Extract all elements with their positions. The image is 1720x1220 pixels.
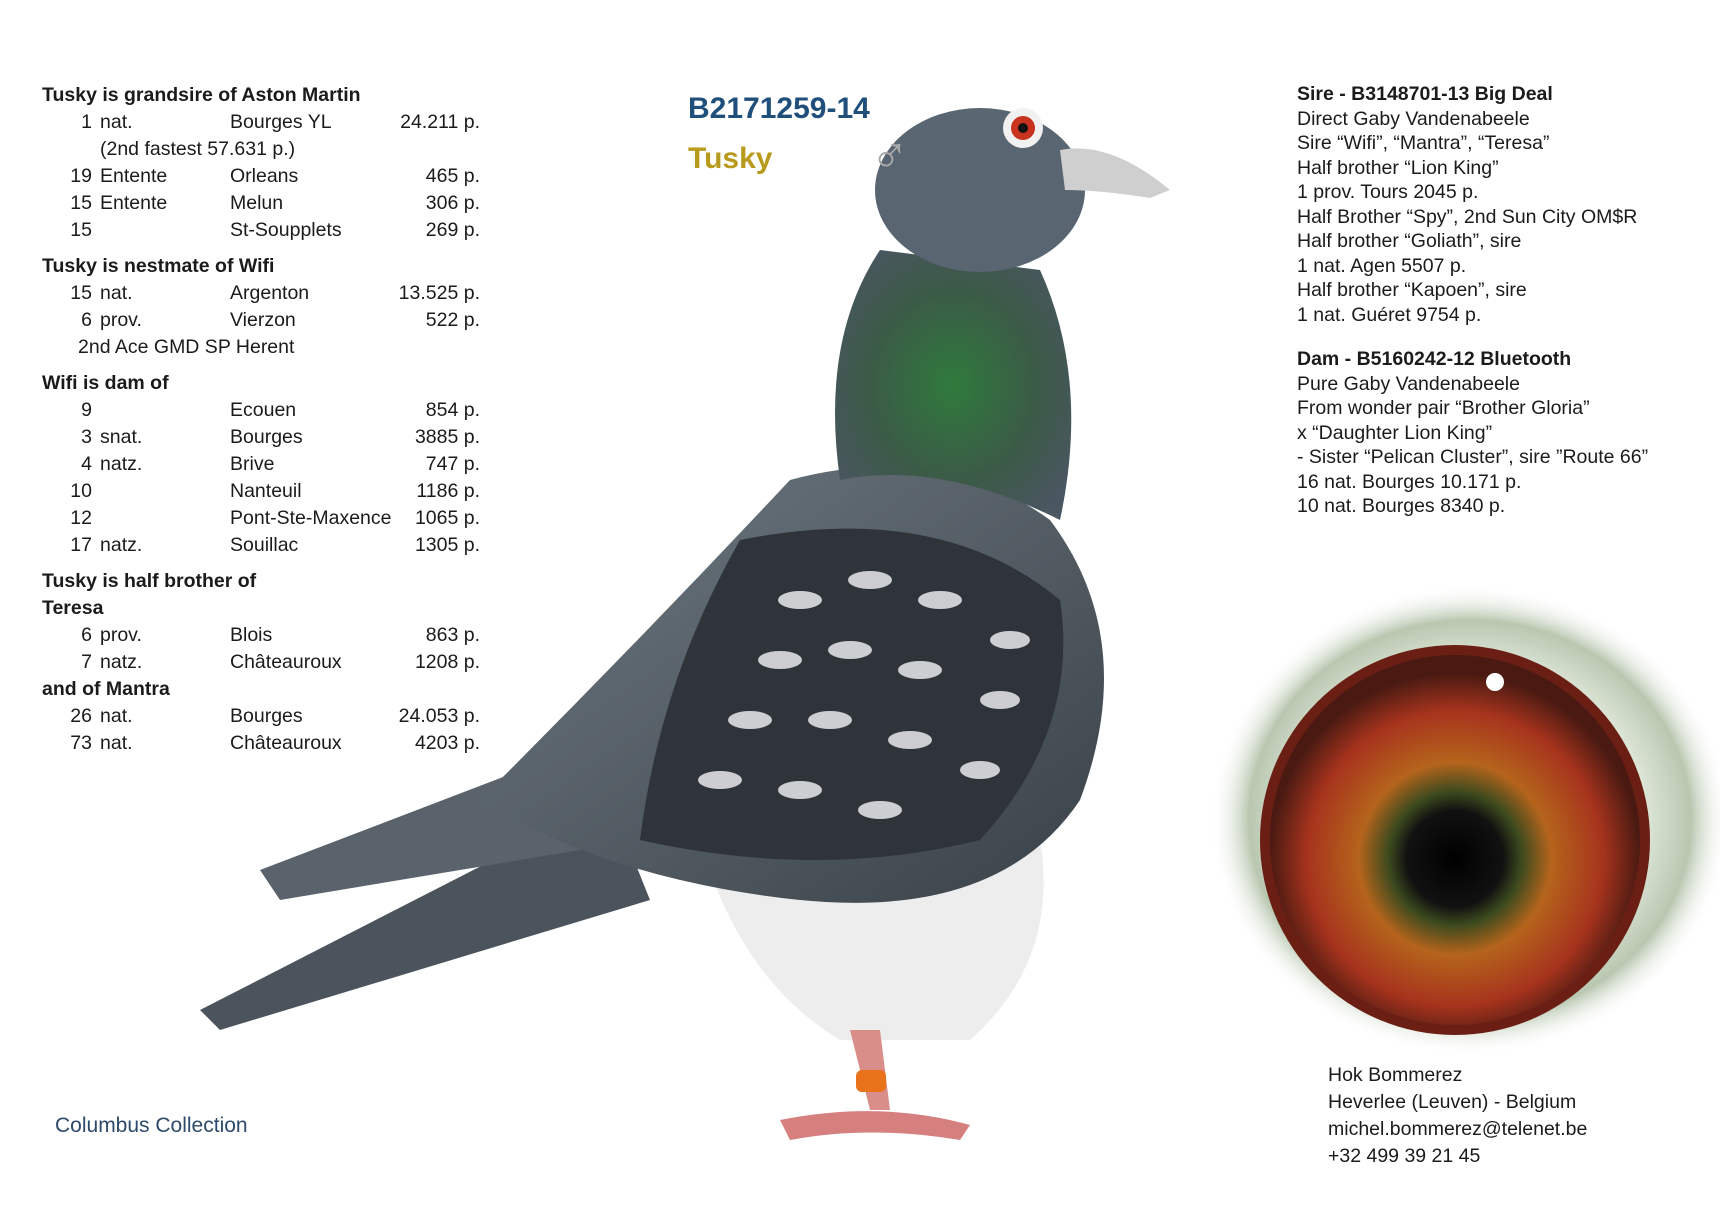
dam-of-title: Wifi is dam of xyxy=(42,372,169,394)
result-row: 6 prov. Vierzon 522 p. xyxy=(81,309,480,331)
pedigree-line: Pure Gaby Vandenabeele xyxy=(1297,372,1520,395)
pedigree-line: Half brother “Kapoen”, sire xyxy=(1297,279,1527,301)
pedigree-line: 1 nat. Guéret 9754 p. xyxy=(1297,303,1482,326)
result-row: 26 nat. Bourges 24.053 p. xyxy=(70,705,480,727)
result-row: 15 St-Soupplets 269 p. xyxy=(70,219,480,241)
pedigree-line: Half brother “Lion King” xyxy=(1297,156,1499,179)
collection-label: Columbus Collection xyxy=(55,1114,248,1137)
result-row: 73 nat. Châteauroux 4203 p. xyxy=(70,732,480,754)
loft-location: Heverlee (Leuven) - Belgium xyxy=(1328,1091,1577,1113)
male-symbol-icon: ♂ xyxy=(870,127,909,185)
pigeon-illustration xyxy=(180,80,1290,1180)
half-brother-title: Tusky is half brother of xyxy=(42,570,257,592)
dam-title: Dam - B5160242-12 Bluetooth xyxy=(1297,348,1572,370)
pedigree-line: 1 prov. Tours 2045 p. xyxy=(1297,181,1479,203)
loft-name: Hok Bommerez xyxy=(1328,1064,1463,1086)
pedigree-line: Sire “Wifi”, “Mantra”, “Teresa” xyxy=(1297,132,1550,154)
result-row: 6 prov. Blois 863 p. xyxy=(81,624,480,646)
result-row: 19 Entente Orleans 465 p. xyxy=(70,165,480,187)
contact-phone: +32 499 39 21 45 xyxy=(1328,1145,1481,1167)
contact-block xyxy=(1328,1062,1587,1170)
pedigree-line: Half brother “Goliath”, sire xyxy=(1297,230,1522,252)
pedigree-line: - Sister “Pelican Cluster”, sire ”Route 66” xyxy=(1297,446,1649,468)
result-row: 3 snat. Bourges 3885 p. xyxy=(81,426,480,448)
nestmate-title: Tusky is nestmate of Wifi xyxy=(42,255,275,277)
result-row: 17 natz. Souillac 1305 p. xyxy=(70,534,480,556)
result-row: 10 Nanteuil 1186 p. xyxy=(70,480,480,502)
result-row: 9 Ecouen 854 p. xyxy=(81,399,480,421)
result-row: 12 Pont-Ste-Maxence 1065 p. xyxy=(70,507,480,529)
contact-email: michel.bommerez@telenet.be xyxy=(1328,1118,1588,1140)
ring-number: B2171259-14 xyxy=(688,92,870,125)
pedigree-line: Half Brother “Spy”, 2nd Sun City OM$R xyxy=(1297,205,1638,228)
pedigree-line: 10 nat. Bourges 8340 p. xyxy=(1297,495,1506,517)
pedigree-line: 1 nat. Agen 5507 p. xyxy=(1297,254,1467,277)
result-row: 15 nat. Argenton 13.525 p. xyxy=(70,282,480,304)
pigeon-name: Tusky xyxy=(688,142,773,175)
pedigree-line: From wonder pair “Brother Gloria” xyxy=(1297,397,1590,419)
eye-closeup-image xyxy=(1210,585,1720,1055)
half-brother-of-teresa: Teresa xyxy=(42,597,104,619)
grandsire-title: Tusky is grandsire of Aston Martin xyxy=(42,84,361,106)
nestmate-note: 2nd Ace GMD SP Herent xyxy=(78,336,295,358)
grandsire-note: (2nd fastest 57.631 p.) xyxy=(100,138,296,160)
result-row: 15 Entente Melun 306 p. xyxy=(70,192,480,214)
pedigree-line: 16 nat. Bourges 10.171 p. xyxy=(1297,470,1522,493)
pedigree-column xyxy=(1297,82,1717,519)
result-row: 1 nat. Bourges YL 24.211 p. xyxy=(81,111,480,133)
pedigree-line: Direct Gaby Vandenabeele xyxy=(1297,107,1530,130)
result-row: 4 natz. Brive 747 p. xyxy=(81,453,480,475)
pedigree-line: x “Daughter Lion King” xyxy=(1297,421,1493,444)
half-brother-of-mantra: and of Mantra xyxy=(42,678,170,700)
sire-title: Sire - B3148701-13 Big Deal xyxy=(1297,83,1553,105)
result-row: 7 natz. Châteauroux 1208 p. xyxy=(81,651,480,673)
